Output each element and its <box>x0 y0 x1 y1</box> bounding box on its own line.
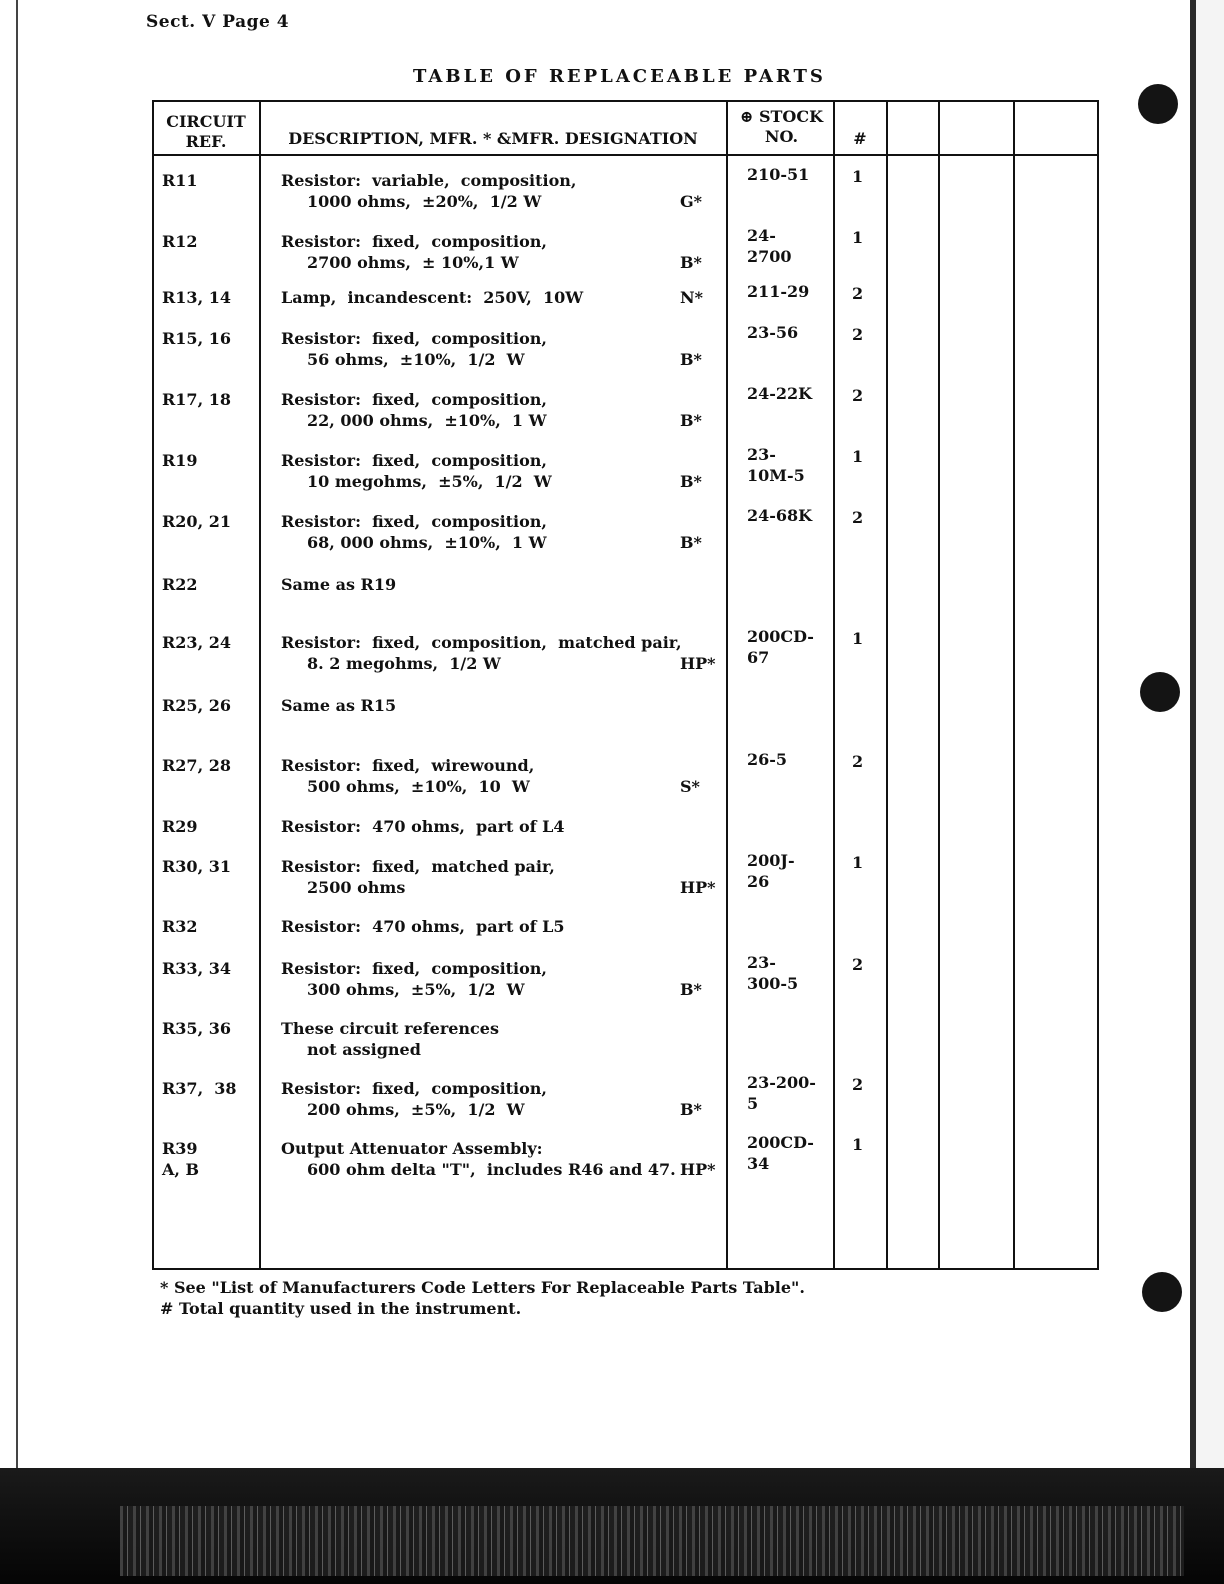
row-stock-no: 211-29 <box>747 282 810 301</box>
row-circuit-ref: R35, 36 <box>162 1019 231 1038</box>
row-stock-no: 300-5 <box>747 974 799 993</box>
row-circuit-ref: R33, 34 <box>162 959 231 978</box>
row-stock-no: 23-56 <box>747 323 799 342</box>
row-circuit-ref: R13, 14 <box>162 288 231 307</box>
row-description-line: Resistor: fixed, wirewound, <box>281 756 535 775</box>
row-description-line: Resistor: fixed, composition, <box>281 232 547 251</box>
row-circuit-ref: R29 <box>162 817 198 836</box>
header-circuit-ref-line1: CIRCUIT <box>166 112 246 131</box>
row-description-line: 10 megohms, ±5%, 1/2 W <box>307 472 552 491</box>
row-stock-no: 10M-5 <box>747 466 805 485</box>
row-description-line: 68, 000 ohms, ±10%, 1 W <box>307 533 547 552</box>
row-manufacturer-code: B* <box>680 411 702 430</box>
row-manufacturer-code: B* <box>680 1100 702 1119</box>
row-description-line: 600 ohm delta "T", includes R46 and 47. <box>307 1160 676 1179</box>
row-description-line: These circuit references <box>281 1019 499 1038</box>
row-circuit-ref: R19 <box>162 451 198 470</box>
row-manufacturer-code: B* <box>680 253 702 272</box>
row-circuit-ref: R17, 18 <box>162 390 231 409</box>
row-quantity: 2 <box>852 955 864 974</box>
col-divider-blank2 <box>1013 100 1015 1270</box>
binder-hole-top <box>1138 84 1178 124</box>
header-description: DESCRIPTION, MFR. * &MFR. DESIGNATION <box>288 129 698 148</box>
row-description-line: Resistor: 470 ohms, part of L5 <box>281 917 565 936</box>
row-quantity: 2 <box>852 284 864 303</box>
header-stock-line1: ⊕ STOCK <box>739 107 823 126</box>
row-description-line: 8. 2 megohms, 1/2 W <box>307 654 501 673</box>
section-page-header: Sect. V Page 4 <box>146 12 290 32</box>
row-manufacturer-code: B* <box>680 980 702 999</box>
row-description-line: 1000 ohms, ±20%, 1/2 W <box>307 192 542 211</box>
footnote-quantity: # Total quantity used in the instrument. <box>160 1299 522 1318</box>
row-circuit-ref: R20, 21 <box>162 512 231 531</box>
row-description-line: Resistor: fixed, composition, <box>281 1079 547 1098</box>
row-circuit-ref: R11 <box>162 171 198 190</box>
row-circuit-ref: R23, 24 <box>162 633 231 652</box>
col-divider-ref <box>259 100 261 1270</box>
row-manufacturer-code: N* <box>680 288 703 307</box>
row-circuit-ref-suffix: A, B <box>162 1160 200 1179</box>
col-divider-stock <box>833 100 835 1270</box>
header-circuit-ref <box>156 112 256 152</box>
row-manufacturer-code: S* <box>680 777 700 796</box>
row-description-line: Resistor: fixed, composition, matched pair, <box>281 633 682 652</box>
row-quantity: 1 <box>852 1135 864 1154</box>
row-quantity: 1 <box>852 447 864 466</box>
row-circuit-ref: R32 <box>162 917 198 936</box>
row-stock-no: 26-5 <box>747 750 788 769</box>
row-description-line: Resistor: fixed, composition, <box>281 512 547 531</box>
page-margin-right <box>1196 0 1224 1475</box>
row-quantity: 2 <box>852 386 864 405</box>
header-divider <box>152 154 1099 156</box>
row-stock-no: 34 <box>747 1154 770 1173</box>
row-quantity: 2 <box>852 752 864 771</box>
row-quantity: 1 <box>852 228 864 247</box>
row-quantity: 1 <box>852 629 864 648</box>
row-stock-no: 24- <box>747 226 776 245</box>
row-stock-no: 5 <box>747 1094 759 1113</box>
row-description-line: Lamp, incandescent: 250V, 10W <box>281 288 584 307</box>
row-circuit-ref: R25, 26 <box>162 696 231 715</box>
row-stock-no: 23-200- <box>747 1073 816 1092</box>
row-stock-no: 24-22K <box>747 384 813 403</box>
row-circuit-ref: R39 <box>162 1139 198 1158</box>
col-divider-qty <box>886 100 888 1270</box>
row-circuit-ref: R30, 31 <box>162 857 231 876</box>
row-stock-no: 24-68K <box>747 506 813 525</box>
row-quantity: 1 <box>852 167 864 186</box>
row-description-line: Resistor: fixed, matched pair, <box>281 857 555 876</box>
row-stock-no: 2700 <box>747 247 792 266</box>
row-manufacturer-code: B* <box>680 472 702 491</box>
page-edge-left <box>16 0 18 1475</box>
row-stock-no: 23- <box>747 445 776 464</box>
header-stock-no <box>730 107 833 147</box>
row-description-line: Resistor: fixed, composition, <box>281 959 547 978</box>
row-manufacturer-code: HP* <box>680 654 716 673</box>
row-manufacturer-code: B* <box>680 533 702 552</box>
row-circuit-ref: R27, 28 <box>162 756 231 775</box>
row-manufacturer-code: B* <box>680 350 702 369</box>
row-description-line: 22, 000 ohms, ±10%, 1 W <box>307 411 547 430</box>
row-stock-no: 200CD- <box>747 1133 814 1152</box>
header-circuit-ref-line2: REF. <box>185 132 227 151</box>
row-stock-no: 200CD- <box>747 627 814 646</box>
row-description-line: Resistor: fixed, composition, <box>281 451 547 470</box>
row-description-line: 56 ohms, ±10%, 1/2 W <box>307 350 525 369</box>
col-divider-desc <box>726 100 728 1270</box>
row-description-line: 200 ohms, ±5%, 1/2 W <box>307 1100 525 1119</box>
col-divider-blank1 <box>938 100 940 1270</box>
row-description-line: Resistor: 470 ohms, part of L4 <box>281 817 565 836</box>
footnote-manufacturers: * See "List of Manufacturers Code Letters For Replaceable Parts Table". <box>160 1278 805 1297</box>
row-description-line: not assigned <box>307 1040 421 1059</box>
page-title: TABLE OF REPLACEABLE PARTS <box>413 66 826 87</box>
row-description-line: Same as R19 <box>281 575 397 594</box>
row-description-line: 2500 ohms <box>307 878 406 897</box>
row-description-line: Resistor: variable, composition, <box>281 171 577 190</box>
row-stock-no: 210-51 <box>747 165 810 184</box>
row-quantity: 2 <box>852 1075 864 1094</box>
binder-hole-middle <box>1140 672 1180 712</box>
row-stock-no: 200J- <box>747 851 795 870</box>
row-description-line: 2700 ohms, ± 10%,1 W <box>307 253 519 272</box>
row-circuit-ref: R12 <box>162 232 198 251</box>
row-manufacturer-code: HP* <box>680 1160 716 1179</box>
binder-hole-bottom <box>1142 1272 1182 1312</box>
row-description-line: Same as R15 <box>281 696 397 715</box>
row-description-line: Resistor: fixed, composition, <box>281 390 547 409</box>
header-stock-line2: NO. <box>764 127 799 146</box>
row-manufacturer-code: HP* <box>680 878 716 897</box>
row-description-line: 500 ohms, ±10%, 10 W <box>307 777 530 796</box>
row-description-line: 300 ohms, ±5%, 1/2 W <box>307 980 525 999</box>
row-quantity: 1 <box>852 853 864 872</box>
row-stock-no: 67 <box>747 648 770 667</box>
scan-bottom-band <box>0 1468 1224 1584</box>
row-circuit-ref: R22 <box>162 575 198 594</box>
row-circuit-ref: R37, 38 <box>162 1079 237 1098</box>
header-quantity: # <box>853 129 867 148</box>
row-stock-no: 26 <box>747 872 770 891</box>
row-description-line: Output Attenuator Assembly: <box>281 1139 543 1158</box>
row-stock-no: 23- <box>747 953 776 972</box>
row-manufacturer-code: G* <box>680 192 703 211</box>
page-edge-right <box>1190 0 1196 1475</box>
row-quantity: 2 <box>852 508 864 527</box>
row-quantity: 2 <box>852 325 864 344</box>
row-description-line: Resistor: fixed, composition, <box>281 329 547 348</box>
row-circuit-ref: R15, 16 <box>162 329 231 348</box>
